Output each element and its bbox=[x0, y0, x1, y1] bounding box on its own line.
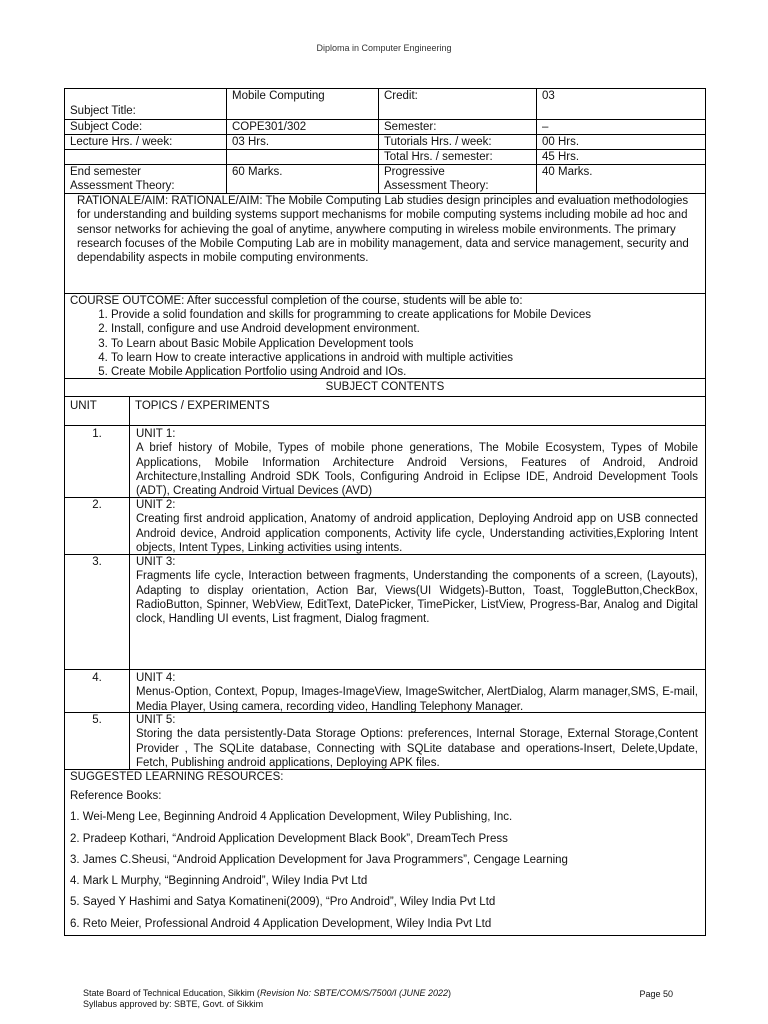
prog-value: 40 Marks. bbox=[536, 165, 705, 193]
page-header: Diploma in Computer Engineering bbox=[316, 43, 452, 53]
end-sem-label-line2: Assessment Theory: bbox=[70, 180, 175, 192]
unit-title: UNIT 2: bbox=[136, 499, 176, 511]
course-outcome-section bbox=[65, 294, 705, 379]
prog-label bbox=[378, 165, 536, 193]
unit-column-header: UNIT bbox=[70, 400, 97, 412]
unit-content bbox=[129, 498, 705, 554]
unit-text: Menus-Option, Context, Popup, Images-ImageView, ImageSwitcher, AlertDialog, Alarm manager,SMS, E-mail, Media Player, Using camera, recording video, Handling Telephony Manager. bbox=[136, 686, 698, 713]
unit-content bbox=[129, 670, 705, 712]
info-row-assessment bbox=[65, 165, 705, 194]
unit-title: UNIT 3: bbox=[136, 556, 176, 568]
unit-text: Storing the data persistently-Data Storage Options: preferences, Internal Storage, External Storage,Content Provider , The SQLite database, Connecting with SQLite database and operations-Insert, Delete,Update, Fetch, Publishing android applications, Deploying APK files. bbox=[136, 728, 698, 769]
table-row bbox=[65, 713, 705, 770]
list-item: 5. Sayed Y Hashimi and Satya Komatineni(2009), “Pro Android”, Wiley India Pvt Ltd bbox=[70, 896, 496, 909]
semester-value: – bbox=[536, 120, 705, 134]
lecture-label: Lecture Hrs. / week: bbox=[70, 136, 173, 148]
course-outcome-list bbox=[65, 308, 700, 379]
unit-text: A brief history of Mobile, Types of mobile phone generations, The Mobile Ecosystem, Types of Mobile Applications, Mobile Information Architecture Android Versions, Features of Android, Android Architecture,Installing Android SDK Tools, Configuring Android in Eclipse IDE, Android Development Tools (ADT), Creating Android Virtual Devices (AVD) bbox=[136, 442, 698, 498]
semester-label: Semester: bbox=[378, 120, 536, 134]
tutorial-label: Tutorials Hrs. / week: bbox=[378, 135, 536, 149]
list-item: 1. Provide a solid foundation and skills for programming to create applications for Mobile Devices bbox=[111, 308, 700, 322]
list-item: 3. To Learn about Basic Mobile Application Development tools bbox=[111, 337, 700, 351]
subject-title-value: Mobile Computing bbox=[226, 89, 378, 119]
list-item: 3. James C.Sheusi, “Android Application Development for Java Programmers”, Cengage Learning bbox=[70, 853, 568, 866]
info-row-code bbox=[65, 120, 705, 135]
rationale-body: The Mobile Computing Lab studies design principles and evaluation methodologies for understanding and building systems support mechanisms for mobile computing systems including mobile ad hoc and sensor networks for achieving the goal of anytime, anywhere computing in wireless mobile environments. The primary research focuses of the Mobile Computing Lab are in mobility management, data and service management, security and dependability aspects in mobile computing environments. bbox=[77, 195, 689, 265]
footer-close-paren: ) bbox=[448, 988, 452, 998]
end-sem-label bbox=[65, 165, 226, 193]
lecture-value: 03 Hrs. bbox=[226, 135, 378, 149]
subject-code-label: Subject Code: bbox=[70, 121, 143, 133]
list-item: 5. Create Mobile Application Portfolio using Android and IOs. bbox=[111, 365, 700, 379]
subject-code-value: COPE301/302 bbox=[226, 120, 378, 134]
list-item: 2. Install, configure and use Android development environment. bbox=[111, 322, 700, 336]
unit-content bbox=[129, 426, 705, 497]
total-value: 45 Hrs. bbox=[536, 150, 705, 164]
info-row-title bbox=[65, 89, 705, 120]
syllabus-table bbox=[64, 88, 706, 936]
total-label: Total Hrs. / semester: bbox=[378, 150, 536, 164]
unit-number: 5. bbox=[92, 714, 102, 726]
end-sem-value: 60 Marks. bbox=[226, 165, 378, 193]
subject-contents-heading-row bbox=[65, 379, 705, 397]
empty-cell bbox=[65, 150, 226, 164]
rationale-text bbox=[77, 194, 695, 265]
unit-title: UNIT 5: bbox=[136, 714, 176, 726]
prog-label-line2: Assessment Theory: bbox=[384, 180, 489, 192]
topics-column-header: TOPICS / EXPERIMENTS bbox=[129, 397, 705, 425]
list-item: 1. Wei-Meng Lee, Beginning Android 4 Application Development, Wiley Publishing, Inc. bbox=[70, 811, 513, 824]
subject-title-label: Subject Title: bbox=[70, 105, 136, 117]
list-item: 4. To learn How to create interactive applications in android with multiple activities bbox=[111, 351, 700, 365]
info-row-total bbox=[65, 150, 705, 165]
resources-section bbox=[65, 770, 705, 935]
end-sem-label-line1: End semester bbox=[70, 166, 141, 178]
table-row bbox=[65, 426, 705, 498]
empty-cell bbox=[226, 150, 378, 164]
prog-label-line1: Progressive bbox=[384, 166, 445, 178]
unit-content bbox=[129, 555, 705, 669]
rationale-label: RATIONALE/AIM: RATIONALE/AIM: bbox=[77, 195, 263, 207]
subject-contents-heading: SUBJECT CONTENTS bbox=[325, 381, 445, 393]
unit-number: 4. bbox=[92, 672, 102, 684]
unit-title: UNIT 4: bbox=[136, 672, 176, 684]
list-item: 6. Reto Meier, Professional Android 4 Application Development, Wiley India Pvt Ltd bbox=[70, 917, 492, 930]
unit-text: Fragments life cycle, Interaction between fragments, Understanding the components of a screen, (Layouts), Adapting to display orientation, Action Bar, Views(UI Widgets)-Button, Toast, ToggleButton,CheckBox, RadioButton, Spinner, WebView, EditText, DatePicker, TimePicker, ListView, Progress-Bar, Analog and Digital clock, Handling UI events, List fragment, Dialog fragment. bbox=[136, 570, 698, 626]
table-row bbox=[65, 555, 705, 670]
list-item: 4. Mark L Murphy, “Beginning Android”, Wiley India Pvt Ltd bbox=[70, 875, 368, 888]
unit-title: UNIT 1: bbox=[136, 428, 176, 440]
footer-approved: Syllabus approved by: SBTE, Govt. of Sikkim bbox=[83, 999, 264, 1009]
credit-value: 03 bbox=[536, 89, 705, 119]
footer-revision: Revision No: SBTE/COM/S/7500/I (JUNE 2022 bbox=[259, 988, 449, 998]
reference-list bbox=[70, 786, 700, 935]
reference-subheading: Reference Books: bbox=[70, 790, 162, 802]
table-row bbox=[65, 670, 705, 713]
unit-text: Creating first android application, Anatomy of android application, Deploying Android app on USB connected Android device, Android application components, Activity life cycle, Understanding activities,Exploring Intent objects, Intent Types, Linking activities using intents. bbox=[136, 513, 698, 554]
unit-number: 3. bbox=[92, 556, 102, 568]
list-item: 2. Pradeep Kothari, “Android Application Development Black Book”, DreamTech Press bbox=[70, 832, 508, 845]
info-row-lecture bbox=[65, 135, 705, 150]
table-row bbox=[65, 498, 705, 555]
course-outcome-heading: COURSE OUTCOME: After successful completion of the course, students will be able to: bbox=[70, 295, 523, 307]
resources-heading: SUGGESTED LEARNING RESOURCES: bbox=[70, 771, 284, 783]
unit-number: 2. bbox=[92, 499, 102, 511]
rationale-section bbox=[65, 194, 705, 294]
tutorial-value: 00 Hrs. bbox=[536, 135, 705, 149]
unit-content bbox=[129, 713, 705, 769]
page-number: Page 50 bbox=[639, 989, 673, 999]
contents-header-row bbox=[65, 397, 705, 426]
footer-board bbox=[83, 988, 451, 999]
footer-board-text: State Board of Technical Education, Sikkim ( bbox=[83, 988, 260, 998]
credit-label: Credit: bbox=[378, 89, 536, 119]
unit-number: 1. bbox=[92, 428, 102, 440]
